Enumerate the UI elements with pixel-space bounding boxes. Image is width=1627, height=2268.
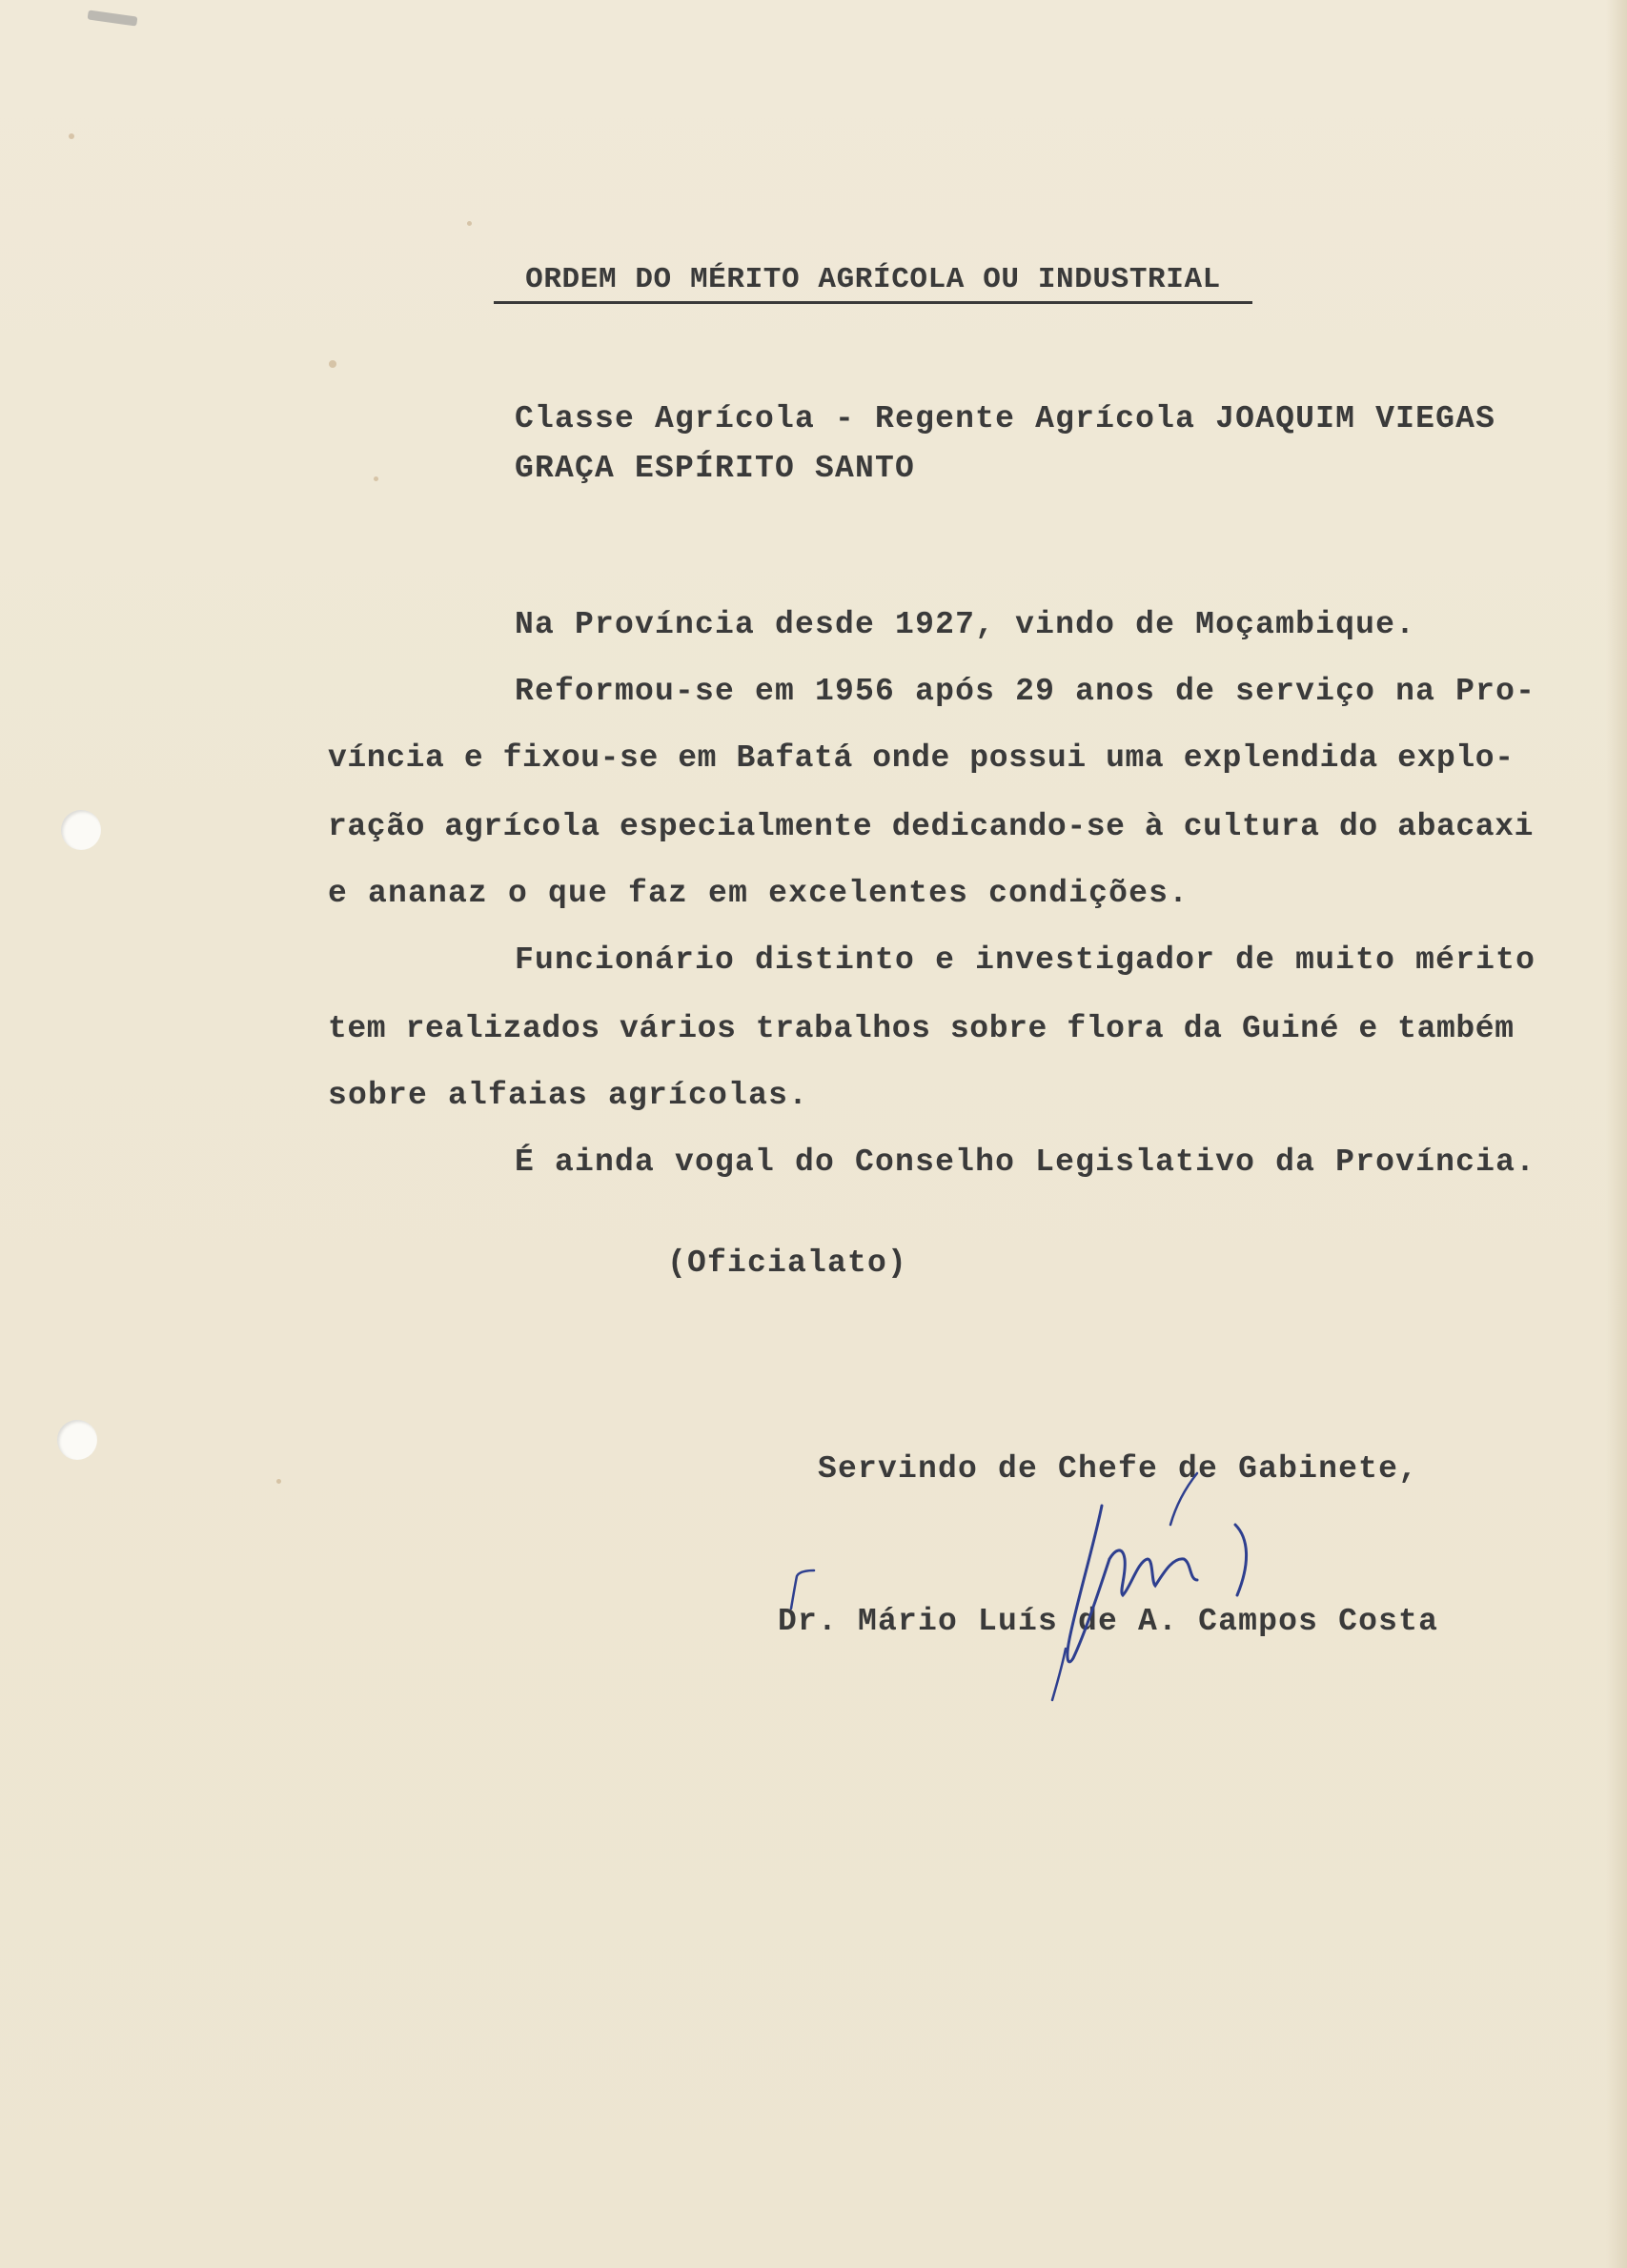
- signature-mark-initial: [776, 1563, 833, 1620]
- page-edge-shadow: [1606, 0, 1627, 2268]
- handwritten-signature: [1010, 1468, 1449, 1715]
- punch-hole-upper: [61, 810, 101, 850]
- paper-spot: [374, 476, 378, 481]
- body-line: tem realizados vários trabalhos sobre flora da Guiné e também: [328, 1011, 1515, 1046]
- paper-spot: [69, 133, 74, 139]
- paper-spot: [329, 360, 336, 368]
- paper-spot: [467, 221, 472, 226]
- body-line: Funcionário distinto e investigador de muito mérito: [515, 942, 1536, 978]
- document-title: ORDEM DO MÉRITO AGRÍCOLA OU INDUSTRIAL: [494, 261, 1252, 304]
- body-line: sobre alfaias agrícolas.: [328, 1078, 809, 1113]
- paper-spot: [276, 1479, 281, 1484]
- body-line: e ananaz o que faz em excelentes condições.: [328, 876, 1190, 911]
- body-line: Na Província desde 1927, vindo de Moçambique.: [515, 607, 1416, 642]
- body-line: É ainda vogal do Conselho Legislativo da Província.: [515, 1144, 1536, 1180]
- signatory-role: Servindo de Chefe de Gabinete,: [818, 1451, 1419, 1487]
- signatory-name: Dr. Mário Luís de A. Campos Costa: [778, 1604, 1439, 1639]
- staple-mark: [88, 10, 138, 26]
- punch-hole-lower: [57, 1420, 97, 1460]
- body-line: víncia e fixou-se em Bafatá onde possui uma explendida explo-: [328, 740, 1515, 776]
- heading-line-1: Classe Agrícola - Regente Agrícola JOAQUIM VIEGAS: [515, 401, 1496, 436]
- grade-label: (Oficialato): [667, 1245, 908, 1281]
- body-line: ração agrícola especialmente dedicando-se à cultura do abacaxi: [328, 809, 1534, 844]
- heading-line-2: GRAÇA ESPÍRITO SANTO: [515, 451, 916, 486]
- body-line: Reformou-se em 1956 após 29 anos de serviço na Pro-: [515, 674, 1536, 709]
